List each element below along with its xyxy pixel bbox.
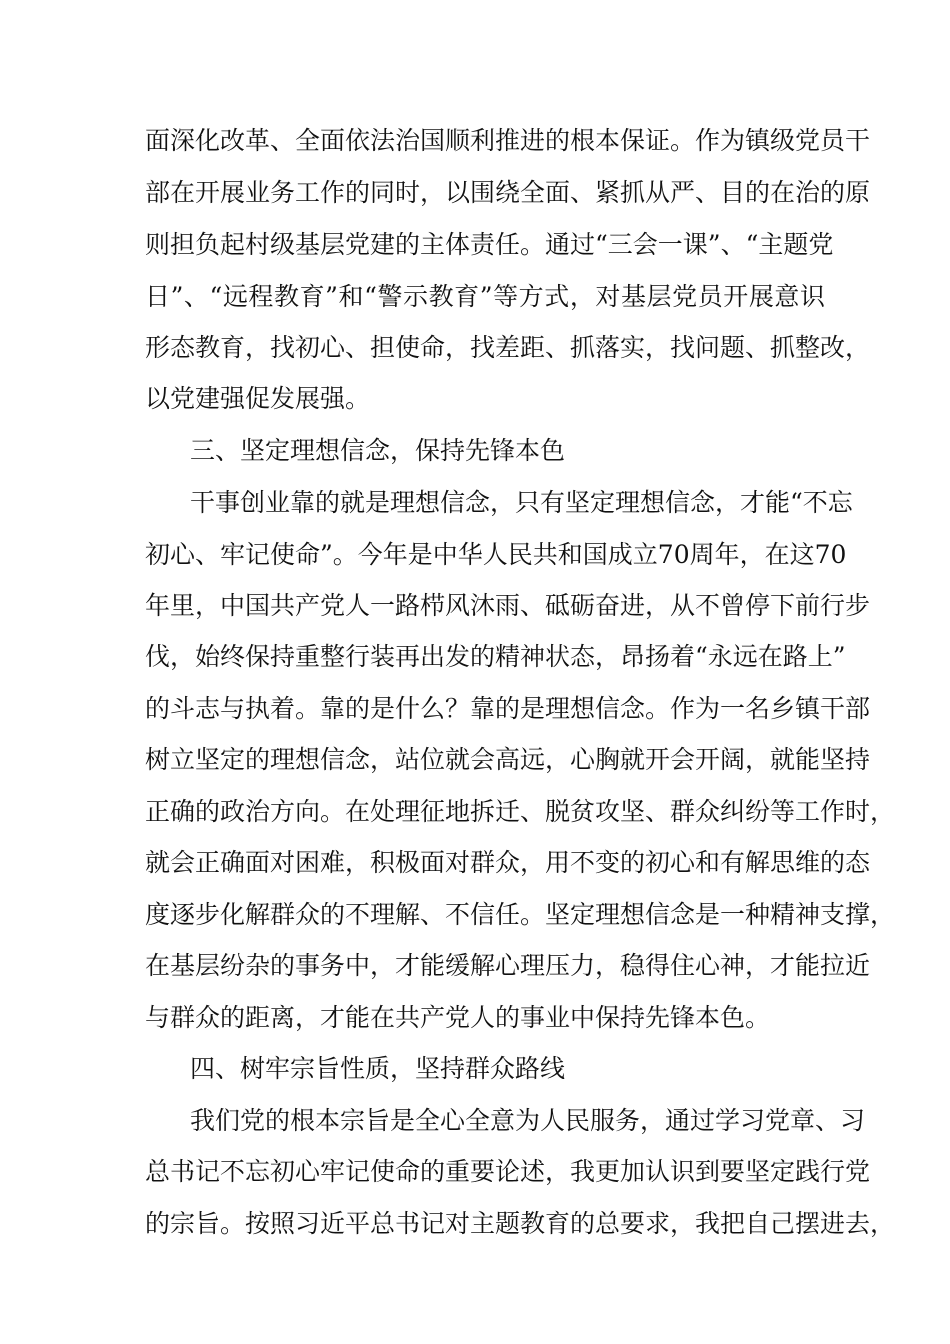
body-text-line: 树立坚定的理想信念，站位就会高远，心胸就开会开阔，就能坚持 [145, 745, 871, 774]
body-text-line: 初心、牢记使命”。今年是中华人民共和国成立70周年，在这70 [145, 540, 847, 569]
body-text-line: 日”、“远程教育”和“警示教育”等方式，对基层党员开展意识 [145, 282, 825, 311]
body-text-line: 伐，始终保持重整行装再出发的精神状态，昂扬着“永远在路上” [145, 642, 846, 671]
body-text-line: 就会正确面对困难，积极面对群众，用不变的初心和有解思维的态 [145, 848, 871, 877]
section-heading: 四、树牢宗旨性质，坚持群众路线 [190, 1054, 566, 1083]
body-text-line: 总书记不忘初心牢记使命的重要论述，我更加认识到要坚定践行党 [145, 1157, 871, 1186]
body-text-line: 正确的政治方向。在处理征地拆迁、脱贫攻坚、群众纠纷等工作时， [145, 797, 896, 826]
body-text-line: 年里，中国共产党人一路栉风沐雨、砥砺奋进，从不曾停下前行步 [145, 591, 871, 620]
body-text-line: 的斗志与执着。靠的是什么？靠的是理想信念。作为一名乡镇干部 [145, 694, 871, 723]
body-text-line: 度逐步化解群众的不理解、不信任。坚定理想信念是一种精神支撑， [145, 900, 896, 929]
section-heading: 三、坚定理想信念，保持先锋本色 [190, 436, 566, 465]
paragraph-first-line: 我们党的根本宗旨是全心全意为人民服务，通过学习党章、习 [190, 1106, 866, 1135]
body-text-line: 的宗旨。按照习近平总书记对主题教育的总要求，我把自己摆进去， [145, 1209, 896, 1238]
body-text-line: 以党建强促发展强。 [145, 384, 371, 413]
paragraph-first-line: 干事创业靠的就是理想信念，只有坚定理想信念，才能“不忘 [190, 488, 853, 517]
body-text-line: 面深化改革、全面依法治国顺利推进的根本保证。作为镇级党员干 [145, 126, 871, 155]
body-text-line: 形态教育，找初心、担使命，找差距、抓落实，找问题、抓整改， [145, 333, 871, 362]
body-text-line: 部在开展业务工作的同时，以围绕全面、紧抓从严、目的在治的原 [145, 178, 871, 207]
body-text-line: 在基层纷杂的事务中，才能缓解心理压力，稳得住心神，才能拉近 [145, 951, 871, 980]
body-text-line: 则担负起村级基层党建的主体责任。通过“三会一课”、“主题党 [145, 230, 834, 259]
body-text-line: 与群众的距离，才能在共产党人的事业中保持先锋本色。 [145, 1003, 771, 1032]
